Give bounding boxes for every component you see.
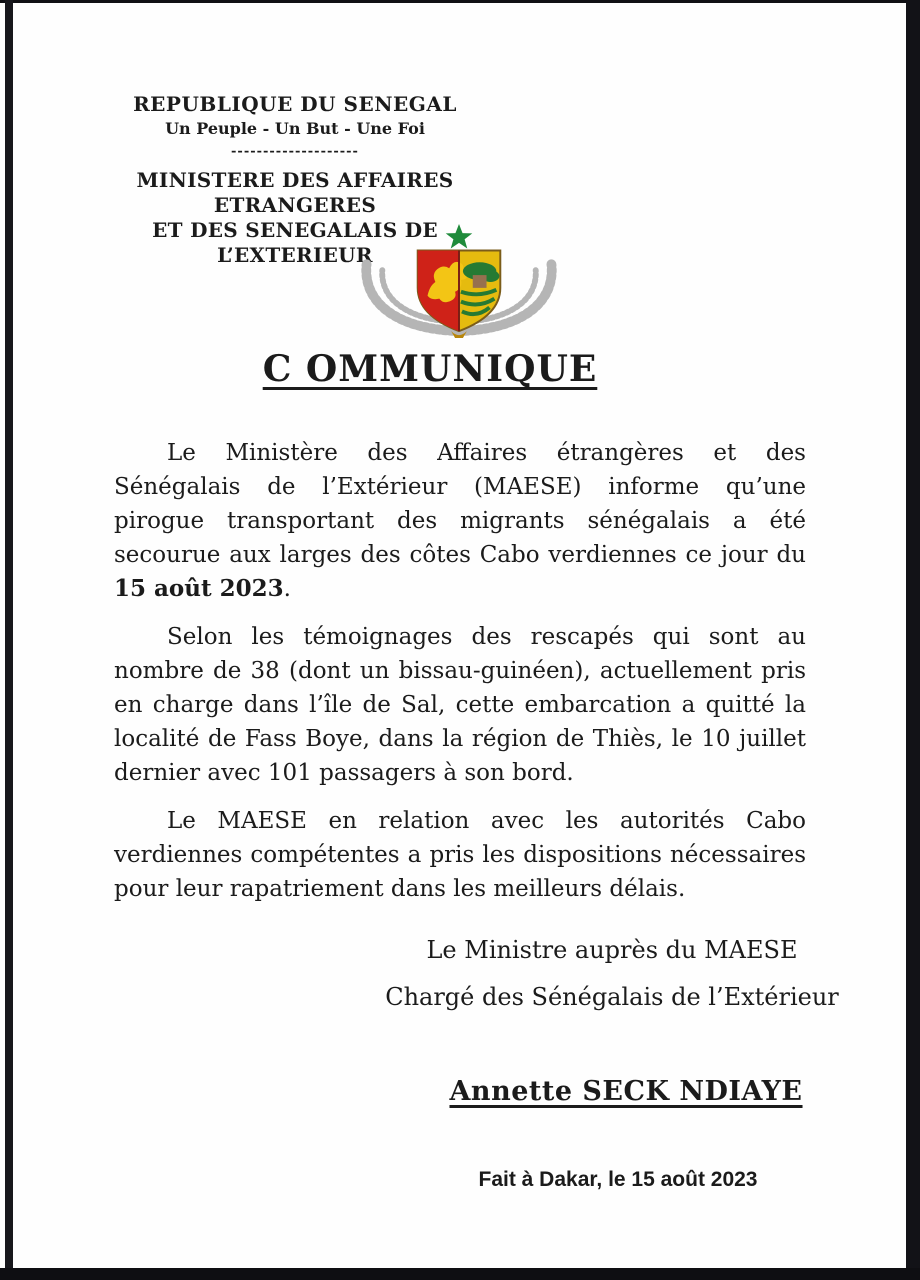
- national-motto: Un Peuple - Un But - Une Foi: [165, 119, 425, 138]
- star-icon: [446, 224, 473, 249]
- paragraph-3: Le MAESE en relation avec les autorités Cabo verdiennes compétentes a pris les dispositions nécessaires pour leur rapatriement dans les meilleurs délais.: [114, 808, 806, 902]
- coat-of-arms-svg: [348, 221, 570, 339]
- senegal-coat-of-arms-icon: [348, 221, 570, 339]
- signature-role-line2: Chargé des Sénégalais de l’Extérieur: [385, 983, 839, 1011]
- dashed-divider: --------------------: [231, 144, 359, 159]
- signature-role-line1: Le Ministre auprès du MAESE: [426, 936, 798, 964]
- document-title: C OMMUNIQUE: [262, 348, 598, 390]
- paragraph-1: [114, 436, 806, 606]
- signature-name: Annette SECK NDIAYE: [449, 1076, 803, 1107]
- paragraph-1-period: .: [283, 576, 291, 602]
- republic-title: REPUBLIQUE DU SENEGAL: [133, 92, 457, 116]
- document-body: [114, 436, 806, 920]
- paragraph-1-date-bold: 15 août 2023: [114, 575, 284, 602]
- ministry-name-line2: ET DES SENEGALAIS DE L’EXTERIEUR: [152, 218, 438, 267]
- scan-edge-right: [906, 0, 920, 1280]
- ministry-name-line1: MINISTERE DES AFFAIRES ETRANGERES: [136, 168, 454, 217]
- baobab-trunk: [473, 275, 487, 288]
- scan-edge-left: [5, 0, 13, 1280]
- scan-edge-top: [0, 0, 920, 3]
- paragraph-1-text: Le Ministère des Affaires étrangères et des Sénégalais de l’Extérieur (MAESE) informe qu’une pirogue transportant des migrants sénégalais a été secourue aux larges des côtes Cabo verdiennes ce jour du: [114, 440, 806, 568]
- place-date-line: Fait à Dakar, le 15 août 2023: [478, 1168, 758, 1191]
- paragraph-2: Selon les témoignages des rescapés qui sont au nombre de 38 (dont un bissau-guinéen), actuellement pris en charge dans l’île de Sal, cette embarcation a quitté la localité de Fass Boye, dans la région de Thiès, le 10 juillet dernier avec 101 passagers à son bord.: [114, 624, 806, 786]
- scan-edge-bottom: [0, 1268, 920, 1280]
